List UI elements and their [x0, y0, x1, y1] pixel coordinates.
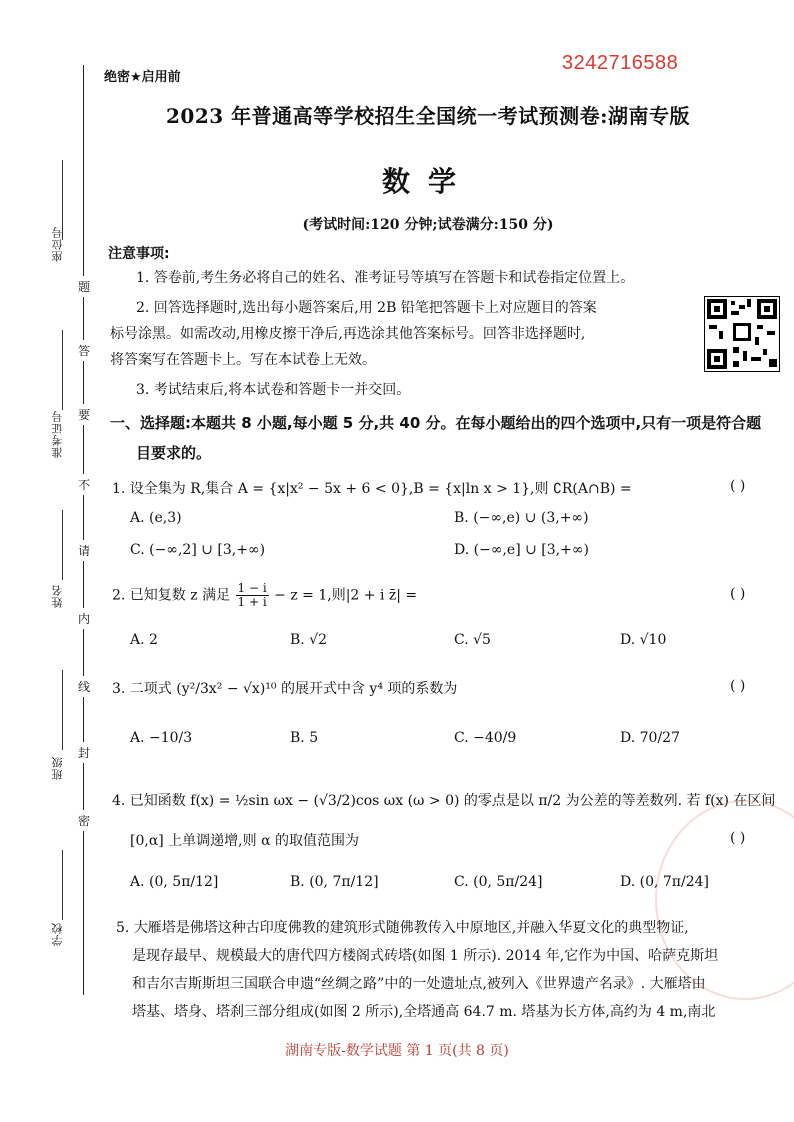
question-2-stem	[112, 582, 417, 609]
option-b: B. 5	[290, 730, 319, 746]
class-line	[62, 670, 63, 750]
option-a: A. −10/3	[130, 730, 193, 746]
exam-info: (考试时间:120 分钟;试卷满分:150 分)	[302, 217, 554, 233]
answer-paren: ( )	[730, 586, 746, 602]
option-a: A. 2	[130, 632, 158, 648]
notice-title: 注意事项:	[108, 246, 170, 262]
question-2-text: − z = 1,则|2 + i z̄| =	[274, 587, 418, 604]
option-b: B. (0, 7π/12]	[290, 874, 379, 890]
section-heading-line: 目要求的。	[136, 444, 212, 462]
seal-char: 答	[78, 340, 90, 361]
exam-id-label: 准考证号	[51, 410, 64, 458]
option-a: A. (e,3)	[130, 510, 182, 526]
seal-char: 题	[78, 276, 90, 297]
qr-code-icon	[704, 296, 780, 372]
exam-id-line	[62, 330, 63, 410]
question-3-stem: 3. 二项式 (y²/3x² − √x)¹⁰ 的展开式中含 y⁴ 项的系数为	[112, 681, 458, 697]
fraction-numerator: 1 − i	[237, 581, 267, 595]
seat-number-label: 座位号	[51, 226, 64, 262]
question-4-stem: 4. 已知函数 f(x) = ½sin ωx − (√3/2)cos ωx (ω > 0) 的零点是以 π/2 为公差的等差数列. 若 f(x) 在区间	[112, 793, 776, 809]
notice-item: 3. 考试结束后,将本试卷和答题卡一并交回。	[136, 382, 411, 398]
section-heading	[110, 408, 784, 468]
option-c: C. √5	[454, 632, 491, 648]
seal-char: 内	[78, 608, 90, 629]
answer-paren: ( )	[730, 830, 746, 846]
option-d: D. √10	[620, 632, 667, 648]
option-b: B. √2	[290, 632, 328, 648]
exam-title: 2023 年普通高等学校招生全国统一考试预测卷:湖南专版	[165, 104, 690, 128]
notice-item: 2. 回答选择题时,选出每小题答案后,用 2B 铅笔把答题卡上对应题目的答案	[136, 300, 597, 316]
confidential-mark: 绝密★启用前	[104, 70, 181, 85]
name-line	[62, 510, 63, 580]
option-c: C. −40/9	[454, 730, 517, 746]
option-b: B. (−∞,e) ∪ (3,+∞)	[454, 510, 589, 526]
seal-char: 请	[78, 540, 90, 561]
subject-title: 数学	[381, 165, 474, 198]
fraction-denominator: 1 + i	[237, 595, 267, 609]
seal-char: 密	[78, 810, 90, 831]
answer-paren: ( )	[730, 478, 746, 494]
school-label: 学校	[51, 922, 64, 946]
name-label: 姓名	[51, 584, 64, 608]
question-5-line: 5. 大雁塔是佛塔这种古印度佛教的建筑形式随佛教传入中原地区,并融入华夏文化的典型物证,	[116, 920, 689, 936]
option-c: C. (0, 5π/24]	[454, 874, 543, 890]
seal-char: 要	[78, 404, 90, 425]
question-5-line: 和吉尔吉斯斯坦三国联合申遗“丝绸之路”中的一处遗址点,被列入《世界遗产名录》. 大雁塔由	[132, 976, 706, 992]
phone-number: 3242716588	[562, 52, 679, 74]
option-d: D. (0, 7π/24]	[620, 874, 709, 890]
seal-char: 封	[78, 742, 90, 763]
notice-item: 将答案写在答题卡上。写在本试卷上无效。	[110, 352, 376, 368]
question-2-text: 2. 已知复数 z 满足	[112, 587, 231, 604]
option-c: C. (−∞,2] ∪ [3,+∞)	[130, 542, 266, 558]
fraction	[236, 582, 269, 609]
question-1-stem: 1. 设全集为 R,集合 A = {x|x² − 5x + 6 < 0},B = {x|ln x > 1},则 ∁R(A∩B) =	[112, 481, 632, 497]
answer-paren: ( )	[730, 678, 746, 694]
notice-item: 标号涂黑。如需改动,用橡皮擦干净后,再选涂其他答案标号。回答非选择题时,	[110, 326, 586, 342]
seal-char: 线	[78, 676, 90, 697]
page-footer: 湖南专版-数学试题 第 1 页(共 8 页)	[285, 1043, 509, 1059]
option-a: A. (0, 5π/12]	[130, 874, 219, 890]
school-line	[62, 850, 63, 920]
notice-item: 1. 答卷前,考生务必将自己的姓名、准考证号等填写在答题卡和试卷指定位置上。	[136, 270, 635, 286]
seal-char: 不	[78, 474, 90, 495]
binding-line	[83, 65, 84, 995]
class-label: 班级	[51, 756, 64, 780]
option-d: D. 70/27	[620, 730, 680, 746]
question-5-line: 是现存最早、规模最大的唐代四方楼阁式砖塔(如图 1 所示). 2014 年,它作为中国、哈萨克斯坦	[132, 948, 719, 964]
section-heading-line: 一、选择题:本题共 8 小题,每小题 5 分,共 40 分。在每小题给出的四个选项中,只有一项是符合题	[110, 414, 762, 432]
question-4-stem-cont: [0,α] 上单调递增,则 α 的取值范围为	[130, 833, 359, 849]
question-5-line: 塔基、塔身、塔刹三部分组成(如图 2 所示),全塔通高 64.7 m. 塔基为长方体,高约为 4 m,南北	[132, 1004, 716, 1020]
option-d: D. (−∞,e] ∪ [3,+∞)	[454, 542, 589, 558]
